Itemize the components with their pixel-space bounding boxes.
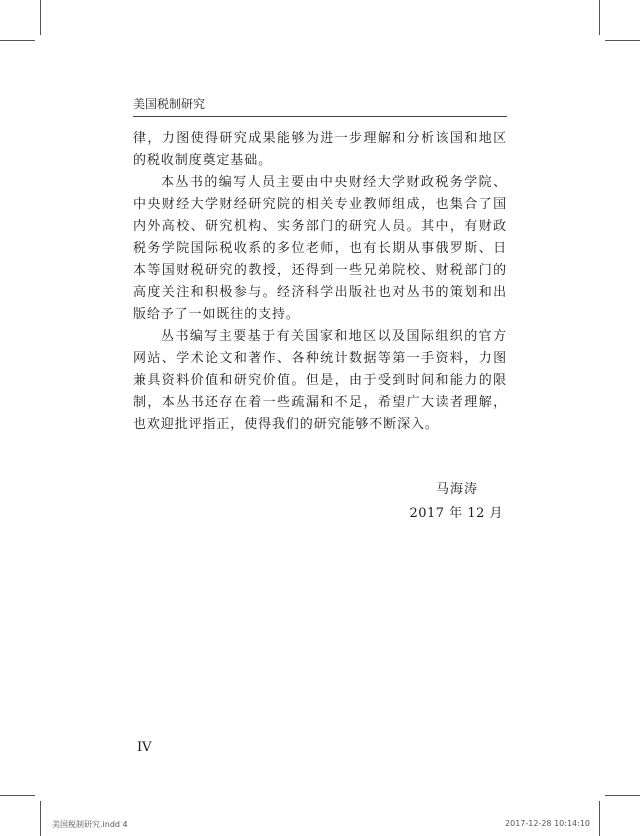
header-rule (133, 116, 507, 117)
page-number: IV (137, 740, 152, 755)
paragraph: 丛书编写主要基于有关国家和地区以及国际组织的官方网站、学术论文和著作、各种统计数据等第一手资料，力图兼具资料价值和研究价值。但是，由于受到时间和能力的限制，本丛书还存在着一些疏漏和不足，希望广大读者理解，也欢迎批评指正，使得我们的研究能够不断深入。 (133, 329, 507, 432)
author-signature: 马海涛 (435, 482, 478, 497)
print-file-name: 美国税制研究.indd 4 (52, 820, 128, 829)
crop-mark (40, 801, 41, 836)
crop-mark (599, 801, 600, 836)
date: 2017 年 12 月 (409, 506, 503, 521)
crop-mark (605, 795, 640, 796)
print-timestamp: 2017-12-28 10:14:10 (505, 819, 590, 828)
body-text (133, 128, 507, 436)
crop-mark (0, 40, 35, 41)
running-header: 美国税制研究 (133, 97, 206, 111)
crop-mark (605, 40, 640, 41)
paragraph: 律，力图使得研究成果能够为进一步理解和分析该国和地区的税收制度奠定基础。 (133, 131, 507, 168)
crop-mark (599, 0, 600, 35)
crop-mark (40, 0, 41, 35)
paragraph: 本丛书的编写人员主要由中央财经大学财政税务学院、中央财经大学财经研究院的相关专业教师组成，也集合了国内外高校、研究机构、实务部门的研究人员。其中，有财政税务学院国际税收系的多位老师，也有长期从事俄罗斯、日本等国财税研究的教授，还得到一些兄弟院校、财税部门的高度关注和积极参与。经济科学出版社也对丛书的策划和出版给予了一如既往的支持。 (133, 175, 507, 322)
crop-mark (0, 795, 35, 796)
